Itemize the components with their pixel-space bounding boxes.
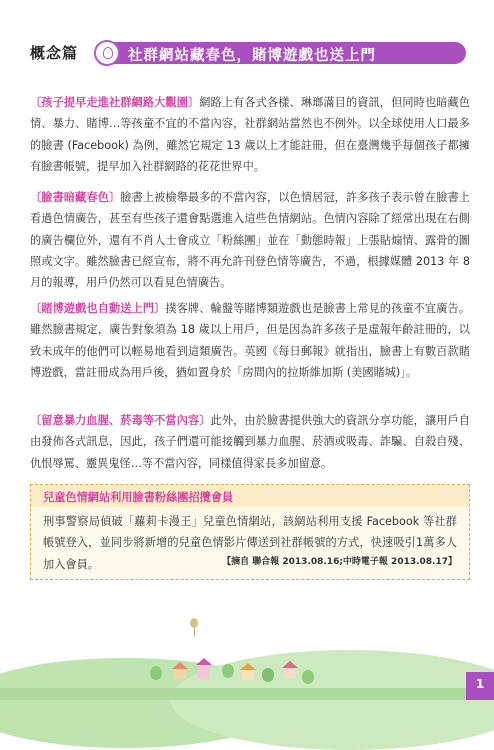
paragraph-keyword: 〔留意暴力血腥、菸毒等不當內容〕 xyxy=(30,414,211,427)
house-icon xyxy=(242,670,254,680)
tree-icon xyxy=(222,664,234,678)
news-callout-box xyxy=(30,484,470,580)
tree-icon xyxy=(262,668,274,682)
title-banner xyxy=(114,42,466,64)
paragraph-keyword: 〔孩子提早走進社群網路大觀園〕 xyxy=(30,96,200,109)
tree-icon xyxy=(150,666,162,680)
callout-header xyxy=(31,485,469,507)
paragraph-keyword: 〔臉書暗藏春色〕 xyxy=(30,191,121,204)
callout-source: 【摘自 聯合報 2013.08.16;中時電子報 2013.08.17】 xyxy=(222,557,457,567)
house-icon xyxy=(198,665,210,679)
page-number: 1 xyxy=(475,677,485,691)
hot-air-balloon-icon xyxy=(190,618,198,628)
page-number-tab xyxy=(466,672,494,700)
paragraph-text: 撲客牌、輪盤等賭博類遊戲也是臉書上常見的孩童不宜廣告。雖然臉書規定，廣告對象須為 18 歲以上用戶，但是因為許多孩子是虛報年齡註冊的，以致未成年的他們可以輕易地看到這類廣告。英國《每日郵報》就指出，臉書上有數百款賭博遊戲，當註冊成為用戶後，猶如置身於「房間內的拉斯維加斯 (美國賭城)」。 xyxy=(30,302,470,379)
house-roof xyxy=(240,663,256,670)
callout-body: 刑事警察局偵破「蘿莉卡漫王」兒童色情網站，該網站利用支援 Facebook 等社群帳號登入，並同步將新增的兒童色情影片傳送到社群帳號的方式，快速吸引1萬多人加入會員。 xyxy=(43,515,457,571)
house-roof xyxy=(196,658,212,665)
balloon-string xyxy=(194,628,195,636)
page-title: 社群網站藏春色，賭博遊戲也送上門 xyxy=(128,48,376,64)
ground xyxy=(0,688,494,700)
tree-icon xyxy=(302,670,314,684)
section-label: 概念篇 xyxy=(30,44,79,62)
house-icon xyxy=(284,668,296,678)
lightbulb-icon xyxy=(94,40,120,66)
paragraph-text: 臉書上被檢舉最多的不當內容，以色情居冠，許多孩子表示曾在臉書上看過色情廣告，甚至有些孩子還會點選進入這些色情網站。色情內容除了經常出現在右側的廣告欄位外，還有不肖人士會成立「粉絲團」並在「動態時報」上張貼煽情、露骨的圖照或文字。雖然臉書已經宣布，將不再允許刊登色情等廣告，不過，根據媒體 2013 年 8 月的報導，用戶仍然可以看見色情廣告。 xyxy=(30,191,470,290)
paragraph-text: 網路上有各式各樣、琳瑯滿目的資訊，但同時也暗藏色情、暴力、賭博…等孩童不宜的不當內容，社群網站當然也不例外。以全球使用人口最多的臉書 (Facebook) 為例，雖然它規定 13 歲以上才能註冊，但在臺灣幾乎每個孩子都擁有臉書帳號，提早加入社群網路的花花世界中。 xyxy=(30,96,470,173)
bottom-landscape-illustration xyxy=(0,600,494,700)
paragraph-text: 此外，由於臉書提供強大的資訊分享功能，讓用戶自由發佈各式訊息，因此，孩子們還可能接觸到暴力血腥、菸酒或吸毒、詐騙、自殺自殘、仇恨辱罵、靈異鬼怪…等不當內容，同樣值得家長多加留意。 xyxy=(30,414,470,470)
paragraph-gambling xyxy=(30,298,470,383)
callout-title: 兒童色情網站利用臉書粉絲團招攬會員 xyxy=(43,491,234,504)
house-icon xyxy=(174,669,186,679)
paragraph-keyword: 〔賭博遊戲也自動送上門〕 xyxy=(30,302,166,315)
paragraph-violence xyxy=(30,410,470,474)
section-header xyxy=(30,40,470,66)
house-roof xyxy=(282,661,298,668)
paragraph-facebook-porn xyxy=(30,187,470,293)
paragraph-social-network xyxy=(30,92,470,177)
house-roof xyxy=(172,662,188,669)
